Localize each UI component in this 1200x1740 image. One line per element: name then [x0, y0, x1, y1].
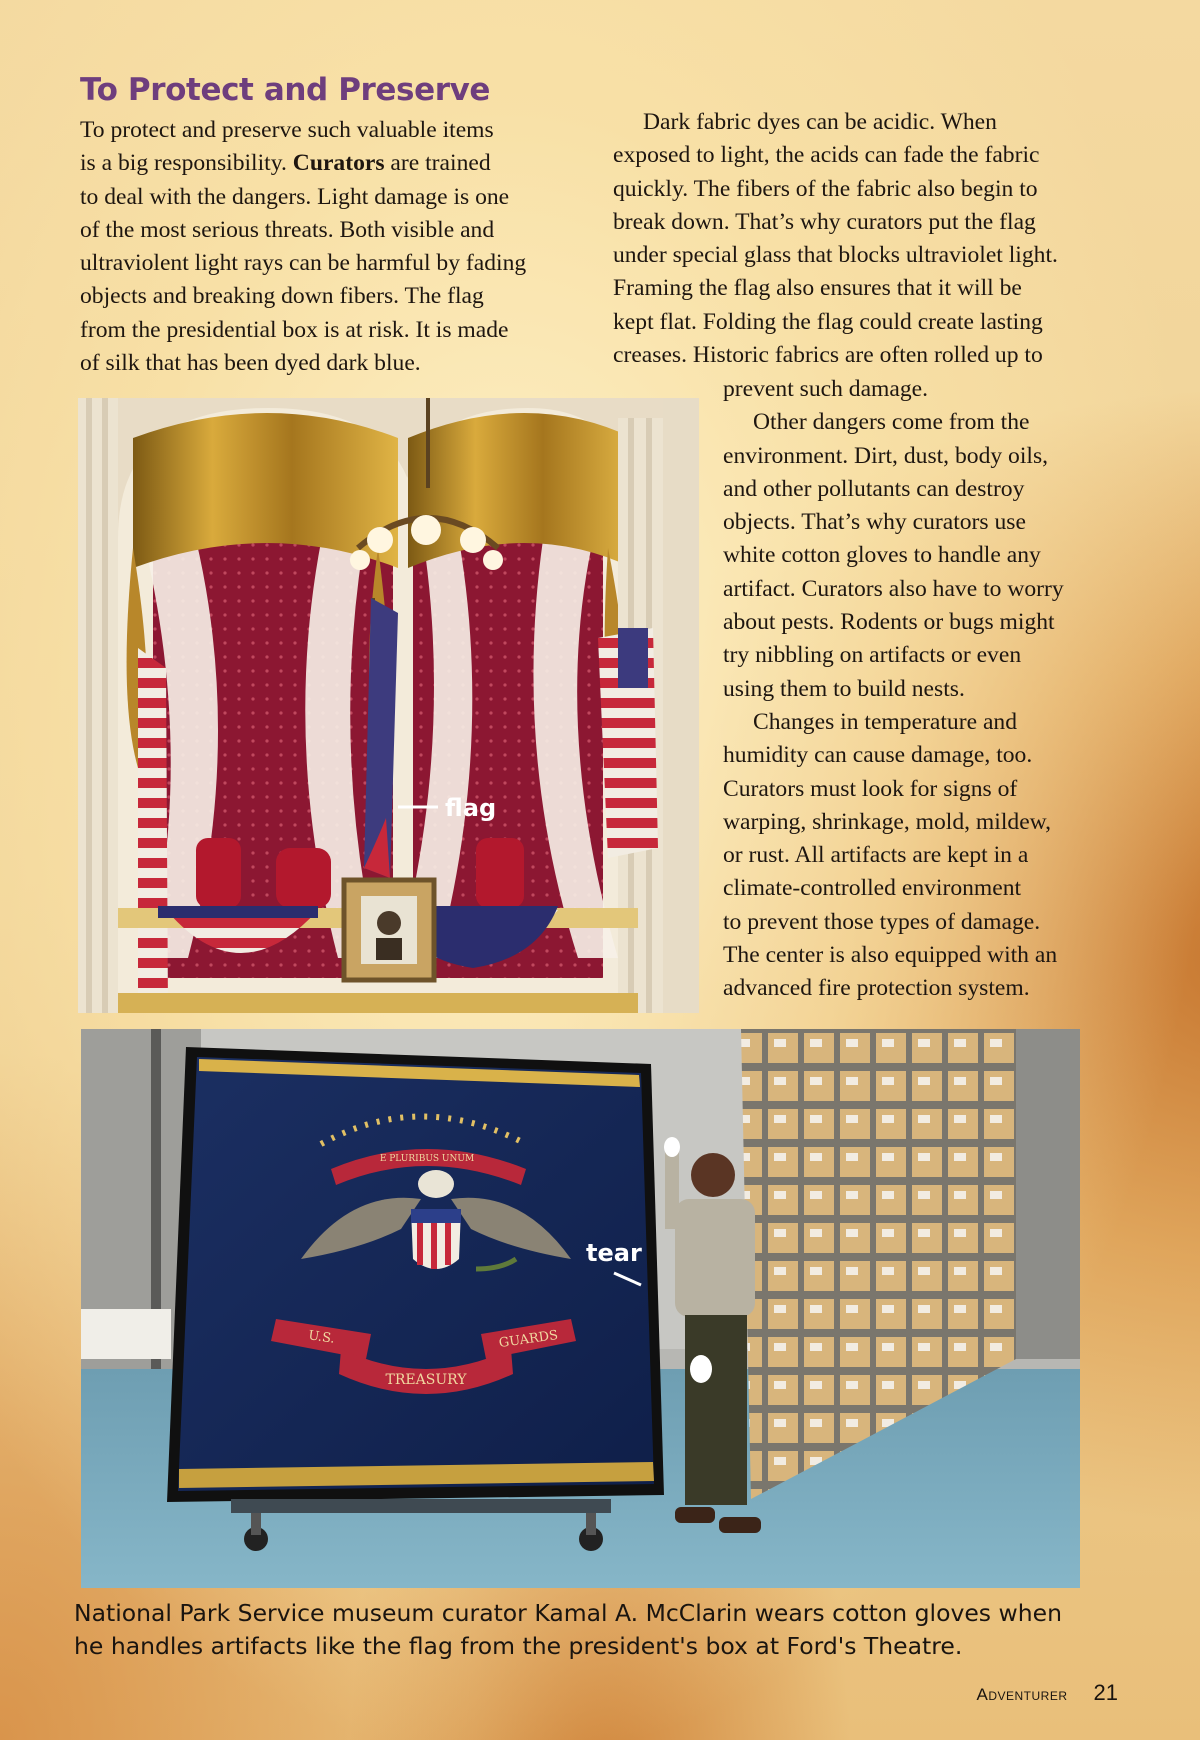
- text-line: humidity can cause damage, too.: [723, 742, 1033, 769]
- text-line: from the presidential box is at risk. It is made: [80, 316, 509, 343]
- text-line: advanced fire protection system.: [723, 975, 1030, 1002]
- text-line: artifact. Curators also have to worry: [723, 575, 1064, 602]
- caption-line: he handles artifacts like the flag from the president's box at Ford's Theatre.: [74, 1632, 963, 1660]
- text-line: under special glass that blocks ultraviolet light.: [613, 242, 1058, 269]
- text-line: The center is also equipped with an: [723, 942, 1058, 969]
- text-line: warping, shrinkage, mold, mildew,: [723, 808, 1052, 835]
- text-line: To protect and preserve such valuable items: [80, 117, 494, 143]
- text-line: climate-controlled environment: [723, 875, 1022, 902]
- text-line: of the most serious threats. Both visible and: [80, 216, 495, 243]
- text-column-left: [80, 114, 526, 380]
- text-line: break down. That’s why curators put the flag: [613, 208, 1036, 235]
- text-line: to deal with the dangers. Light damage is one: [80, 183, 510, 210]
- term-curators: Curators: [292, 150, 385, 177]
- text-line: Curators must look for signs of: [723, 775, 1018, 802]
- text-line: quickly. The fibers of the fabric also begin to: [613, 175, 1038, 202]
- curator-flag-photo: [81, 1029, 1080, 1588]
- text-line: ultraviolent light rays can be harmful by fading: [80, 250, 527, 277]
- caption-line: National Park Service museum curator Kamal A. McClarin wears cotton gloves when: [74, 1599, 1062, 1627]
- text-column-right-top: [613, 106, 1058, 372]
- text-line: Changes in temperature and: [753, 708, 1018, 735]
- text-line: Dark fabric dyes can be acidic. When: [643, 109, 997, 135]
- text-line: objects. That’s why curators use: [723, 509, 1026, 536]
- text-line: [80, 147, 526, 180]
- text-line: about pests. Rodents or bugs might: [723, 609, 1055, 636]
- text-line: using them to build nests.: [723, 675, 965, 702]
- section-heading: To Protect and Preserve: [80, 72, 491, 108]
- banner-bottom-text: TREASURY: [385, 1372, 467, 1388]
- text-line: to prevent those types of damage.: [723, 908, 1041, 935]
- text-line: of silk that has been dyed dark blue.: [80, 350, 421, 377]
- text-fragment: is a big responsibility.: [80, 150, 293, 177]
- text-line: environment. Dirt, dust, body oils,: [723, 442, 1049, 469]
- text-line: white cotton gloves to handle any: [723, 542, 1041, 569]
- text-line: exposed to light, the acids can fade the fabric: [613, 142, 1040, 169]
- banner-top-text: E PLURIBUS UNUM: [379, 1154, 475, 1164]
- text-line: try nibbling on artifacts or even: [723, 642, 1022, 669]
- text-line: objects and breaking down fibers. The flag: [80, 283, 484, 310]
- tear-label: tear: [586, 1239, 642, 1267]
- banner-left-text: U.S.: [307, 1328, 336, 1347]
- text-line: Framing the flag also ensures that it will be: [613, 275, 1022, 302]
- text-fragment: are trained: [384, 150, 491, 177]
- text-line: and other pollutants can destroy: [723, 475, 1025, 502]
- text-line: creases. Historic fabrics are often rolled up to: [613, 342, 1043, 369]
- presidential-box-photo: [78, 398, 699, 1013]
- text-line: kept flat. Folding the flag could create lasting: [613, 308, 1043, 335]
- page-footer: [977, 1680, 1119, 1706]
- page-number: 21: [1093, 1680, 1118, 1705]
- text-line: prevent such damage.: [723, 376, 929, 402]
- flag-label: flag: [445, 794, 497, 822]
- presidential-box-illustration: [78, 398, 699, 1013]
- curator-flag-illustration: [81, 1029, 1080, 1588]
- banner-right-text: GUARDS: [498, 1327, 559, 1352]
- photo-caption: [74, 1597, 1062, 1663]
- text-line: Other dangers come from the: [753, 409, 1030, 436]
- text-column-right-bottom: [723, 373, 1064, 1006]
- text-line: or rust. All artifacts are kept in a: [723, 842, 1029, 869]
- magazine-name: Adventurer: [976, 1685, 1068, 1704]
